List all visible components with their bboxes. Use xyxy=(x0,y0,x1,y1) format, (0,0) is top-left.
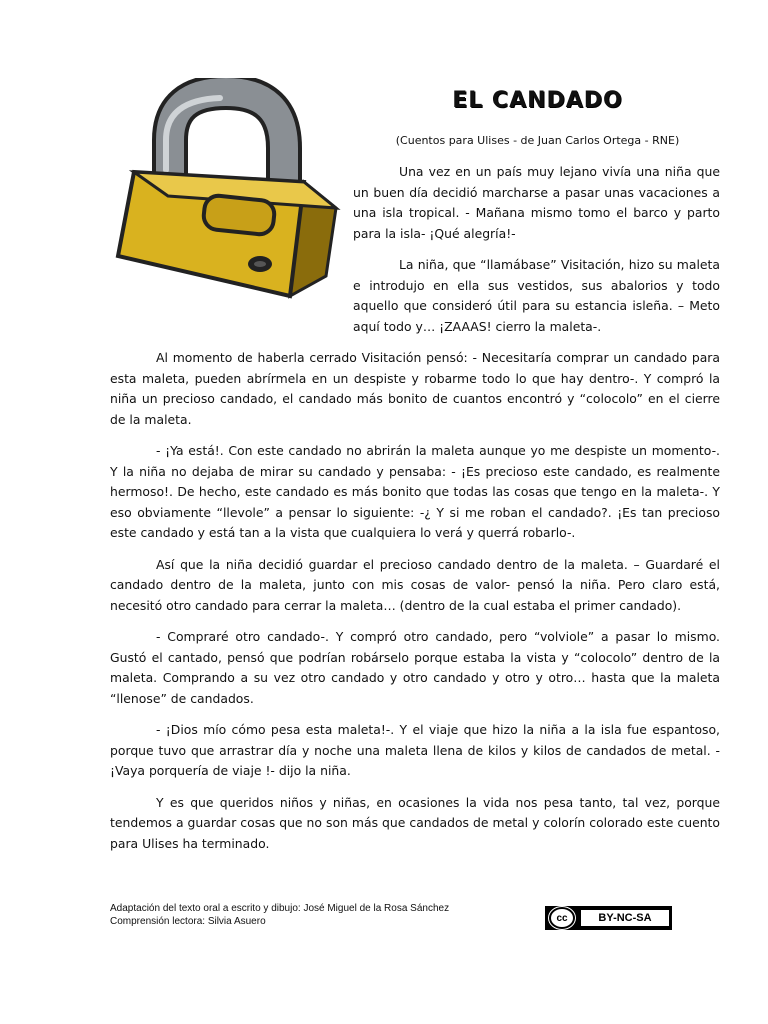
paragraph: - ¡Dios mío cómo pesa esta maleta!-. Y el viaje que hizo la niña a la isla fue espantoso, porque tuvo que arrastrar día y noche una maleta llena de kilos y kilos de candados de metal. - ¡Vaya porquería de viaje !- dijo la niña. xyxy=(110,722,720,778)
paragraph: - ¡Ya está!. Con este candado no abrirán la maleta aunque yo me despiste un momento-. Y la niña no dejaba de mirar su candado y pensaba: - ¡Es precioso este candado, es realmente hermoso!. De hecho, este candado es más bonito que todas las cosas que tengo en la maleta-. Y eso obviamente “llevole” a pensar lo siguiente: -¿ Y si me roban el candado?. ¡Es tan precioso este candado y está tan a la vista que cualquiera lo verá y querrá robarlo-. xyxy=(110,443,720,540)
license-badge xyxy=(545,906,672,930)
paragraph: Así que la niña decidió guardar el precioso candado dentro de la maleta. – Guardaré el candado dentro de la maleta, junto con mis cosas de valor- pensó la niña. Pero claro está, necesitó otro candado para cerrar la maleta… (dentro de la cual estaba el primer candado). xyxy=(110,556,720,613)
illustration-spacer xyxy=(110,162,353,317)
paragraph: La niña, que “llamábase” Visitación, hizo su maleta e introdujo en ella sus vestidos, sus abalorios y todo aquello que consideró útil para su estancia isleña. – Meto aquí todo y… ¡ZAAAS! cierro la maleta-. xyxy=(353,257,720,334)
paragraph: Al momento de haberla cerrado Visitación pensó: - Necesitaría comprar un candado para esta maleta, pueden abrírmela en un despiste y robarme todo lo que hay dentro-. Y compró la niña un precioso candado, el candado más bonito de cuantos encontró y “colocolo” en el cierre de la maleta. xyxy=(110,350,720,427)
paragraph: Y es que queridos niños y niñas, en ocasiones la vida nos pesa tanto, tal vez, porque tendemos a guardar cosas que no son más que candados de metal y colorín colorado este cuento para Ulises ha terminado. xyxy=(110,794,720,851)
creative-commons-icon: cc xyxy=(549,907,575,929)
paragraph: - Compraré otro candado-. Y compró otro candado, pero “volviole” a pasar lo mismo. Gustó el cantado, pensó que podrían robárselo porque estaba la vista y “colocolo” dentro de la maleta. Comprando a su vez otro candado y otro candado y otro y otro… hasta que la maleta “llenose” de candados. xyxy=(110,629,720,706)
paragraph: Una vez en un país muy lejano vivía una niña que un buen día decidió marcharse a pasar unas vacaciones a una isla tropical. - Mañana mismo tomo el barco y parto para la isla- ¡Qué alegría!- xyxy=(353,164,720,241)
page-subtitle: (Cuentos para Ulises - de Juan Carlos Ortega - RNE) xyxy=(395,134,680,147)
credits xyxy=(110,902,449,928)
credit-author: Adaptación del texto oral a escrito y dibujo: José Miguel de la Rosa Sánchez xyxy=(110,903,450,914)
credit-reading: Comprensión lectora: Silvia Asuero xyxy=(110,916,266,927)
story-body xyxy=(110,162,720,865)
license-text: BY-NC-SA xyxy=(581,910,669,926)
page-title: EL CANDADO xyxy=(452,88,623,113)
